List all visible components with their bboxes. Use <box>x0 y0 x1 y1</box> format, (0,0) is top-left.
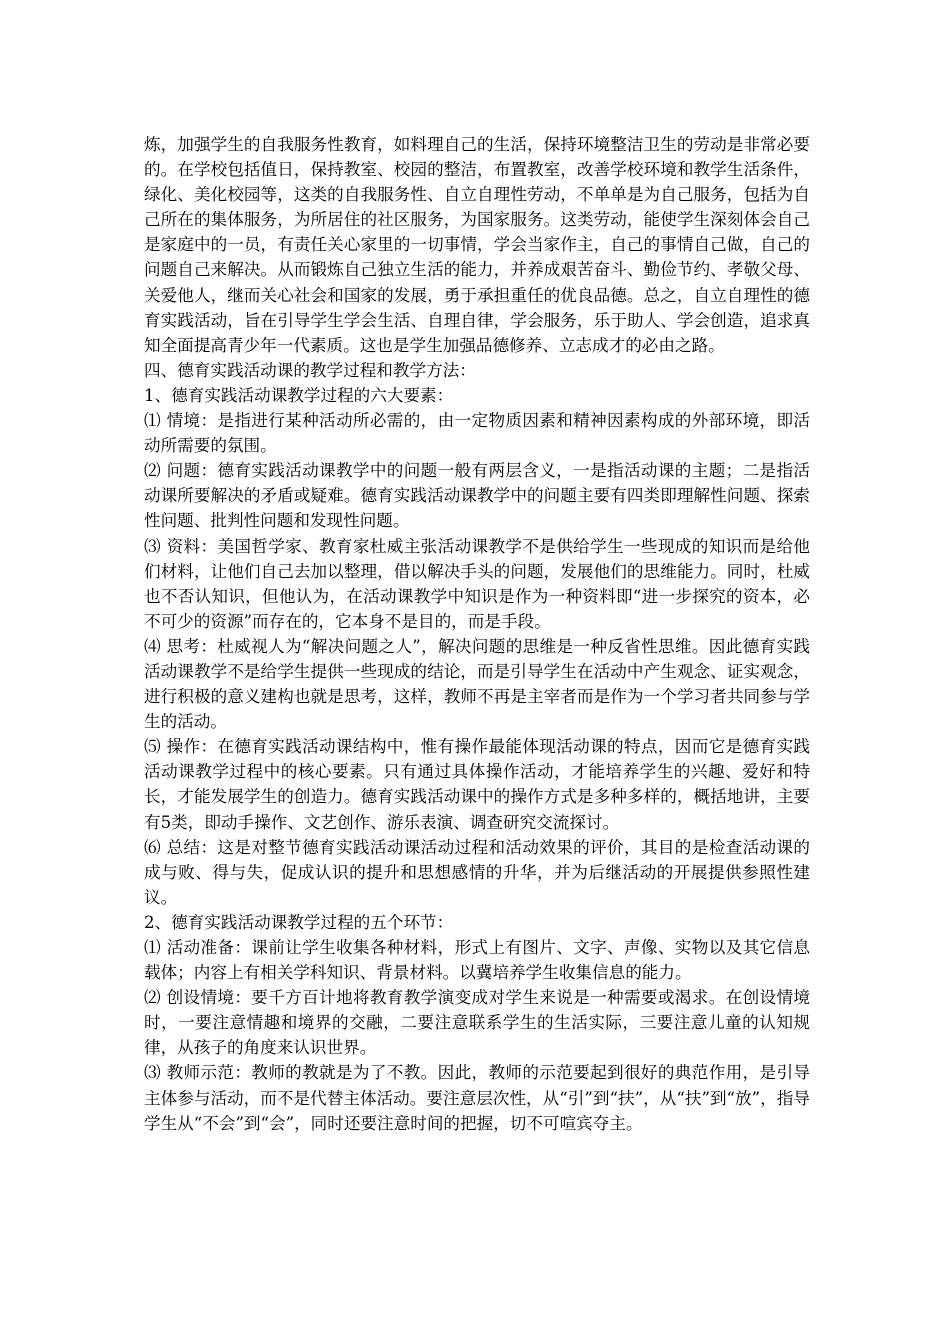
list-item: ⑶ 资料：美国哲学家、教育家杜威主张活动课教学不是供给学生一些现成的知识而是给他们材料，让他们自己去加以整理，借以解决手头的问题，发展他们的思维能力。同时，杜威也不否认知识，但他认为，在活动课教学中知识是作为一种资料即“进一步探究的资本，必不可少的资源”而存在的，它本身不是目的，而是手段。 <box>144 536 810 631</box>
list-item: ⑵ 创设情境：要千方百计地将教育教学演变成对学生来说是一种需要或渴求。在创设情境时，一要注意情趣和境界的交融，二要注意联系学生的生活实际，三要注意儿童的认知规律，从孩子的角度来认识世界。 <box>144 988 810 1058</box>
document-page <box>144 132 810 1136</box>
list-item: ⑵ 问题：德育实践活动课教学中的问题一般有两层含义，一是指活动课的主题；二是指活动课所要解决的矛盾或疑难。德育实践活动课教学中的问题主要有四类即理解性问题、探索性问题、批判性问题和发现性问题。 <box>144 461 810 531</box>
list-item: ⑴ 活动准备：课前让学生收集各种材料，形式上有图片、文字、声像、实物以及其它信息载体；内容上有相关学科知识、背景材料。以冀培养学生收集信息的能力。 <box>144 938 810 983</box>
subsection-heading: 1、德育实践活动课教学过程的六大要素： <box>144 385 454 405</box>
section-heading: 四、德育实践活动课的教学过程和教学方法： <box>144 360 476 380</box>
list-item: ⑷ 思考：杜威视人为“解决问题之人”，解决问题的思维是一种反省性思维。因此德育实践活动课教学不是给学生提供一些现成的结论，而是引导学生在活动中产生观念、证实观念，进行积极的意义建构也就是思考，这样，教师不再是主宰者而是作为一个学习者共同参与学生的活动。 <box>144 636 810 732</box>
list-item: ⑹ 总结：这是对整节德育实践活动课活动过程和活动效果的评价，其目的是检查活动课的成与败、得与失，促成认识的提升和思想感情的升华，并为后继活动的开展提供参照性建议。 <box>144 837 810 907</box>
list-item: ⑸ 操作：在德育实践活动课结构中，惟有操作最能体现活动课的特点，因而它是德育实践活动课教学过程中的核心要素。只有通过具体操作活动，才能培养学生的兴趣、爱好和特长，才能发展学生的创造力。德育实践活动课中的操作方式是多种多样的，概括地讲，主要有5类，即动手操作、文艺创作、游乐表演、调查研究交流探讨。 <box>144 737 810 832</box>
body-paragraph: 炼，加强学生的自我服务性教育，如料理自己的生活，保持环境整洁卫生的劳动是非常必要的。在学校包括值日，保持教室、校园的整洁，布置教室，改善学校环境和教学生活条件，绿化、美化校园等，这类的自我服务性、自立自理性劳动，不单单是为自己服务，包括为自己所在的集体服务，为所居住的社区服务，为国家服务。这类劳动，能使学生深刻体会自己是家庭中的一员，有责任关心家里的一切事情，学会当家作主，自己的事情自己做，自己的问题自己来解决。从而锻炼自己独立生活的能力，并养成艰苦奋斗、勤俭节约、孝敬父母、关爱他人，继而关心社会和国家的发展，勇于承担重任的优良品德。总之，自立自理性的德育实践活动，旨在引导学生学会生活、自理自律，学会服务，乐于助人、学会创造，追求真知全面提高青少年一代素质。这也是学生加强品德修养、立志成才的必由之路。 <box>144 135 810 355</box>
list-item: ⑶ 教师示范：教师的教就是为了不教。因此，教师的示范要起到很好的典范作用，是引导主体参与活动，而不是代替主体活动。要注意层次性，从“引”到“扶”，从“扶”到“放”，指导学生从“不会”到“会”，同时还要注意时间的把握，切不可喧宾夺主。 <box>144 1063 810 1133</box>
list-item: ⑴ 情境：是指进行某种活动所必需的，由一定物质因素和精神因素构成的外部环境，即活动所需要的氛围。 <box>144 411 810 456</box>
subsection-heading: 2、德育实践活动课教学过程的五个环节： <box>144 912 454 932</box>
